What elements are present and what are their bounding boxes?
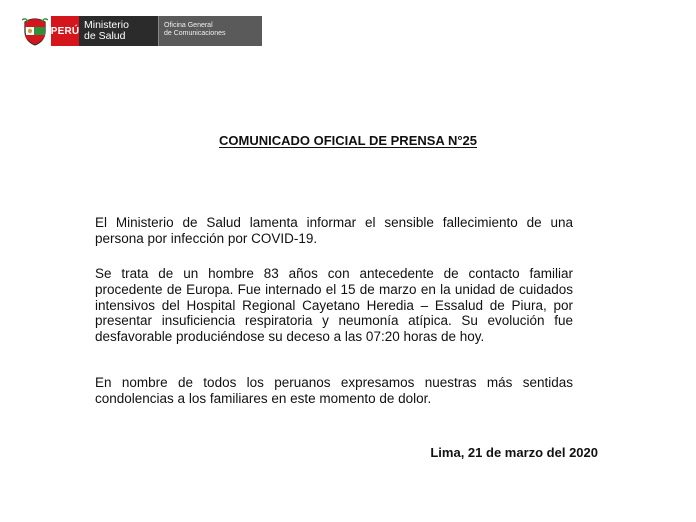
ministry-header — [22, 16, 262, 46]
office-name — [158, 16, 262, 46]
office-name-line1: Oficina General — [164, 22, 213, 29]
document-title-text: COMUNICADO OFICIAL DE PRENSA N°25 — [218, 133, 477, 148]
paragraph-condolences: En nombre de todos los peruanos expresamos nuestras más sentidas condolencias a los familiares en este momento de dolor. — [95, 375, 573, 406]
peru-label: PERÚ — [51, 16, 79, 46]
document-title — [0, 133, 696, 148]
office-name-line2: de Comunicaciones — [164, 30, 226, 37]
ministry-name-line2: de Salud — [84, 30, 126, 42]
ministry-name-line1: Ministerio — [84, 19, 129, 31]
date-line: Lima, 21 de marzo del 2020 — [430, 445, 598, 460]
paragraph-announcement: El Ministerio de Salud lamenta informar el sensible fallecimiento de una persona por infección por COVID-19. — [95, 215, 573, 246]
ministry-name — [79, 16, 158, 46]
paragraph-case-details: Se trata de un hombre 83 años con antecedente de contacto familiar procedente de Europa. Fue internado el 15 de marzo en la unidad de cuidados intensivos del Hospital Regional Cayetano Heredia – Essalud de Piura, por presentar insuficiencia respiratoria y neumonía atípica. Su evolución fue desfavorable produciéndose su deceso a las 07:20 horas de hoy. — [95, 266, 573, 345]
coat-of-arms-icon — [22, 16, 48, 46]
